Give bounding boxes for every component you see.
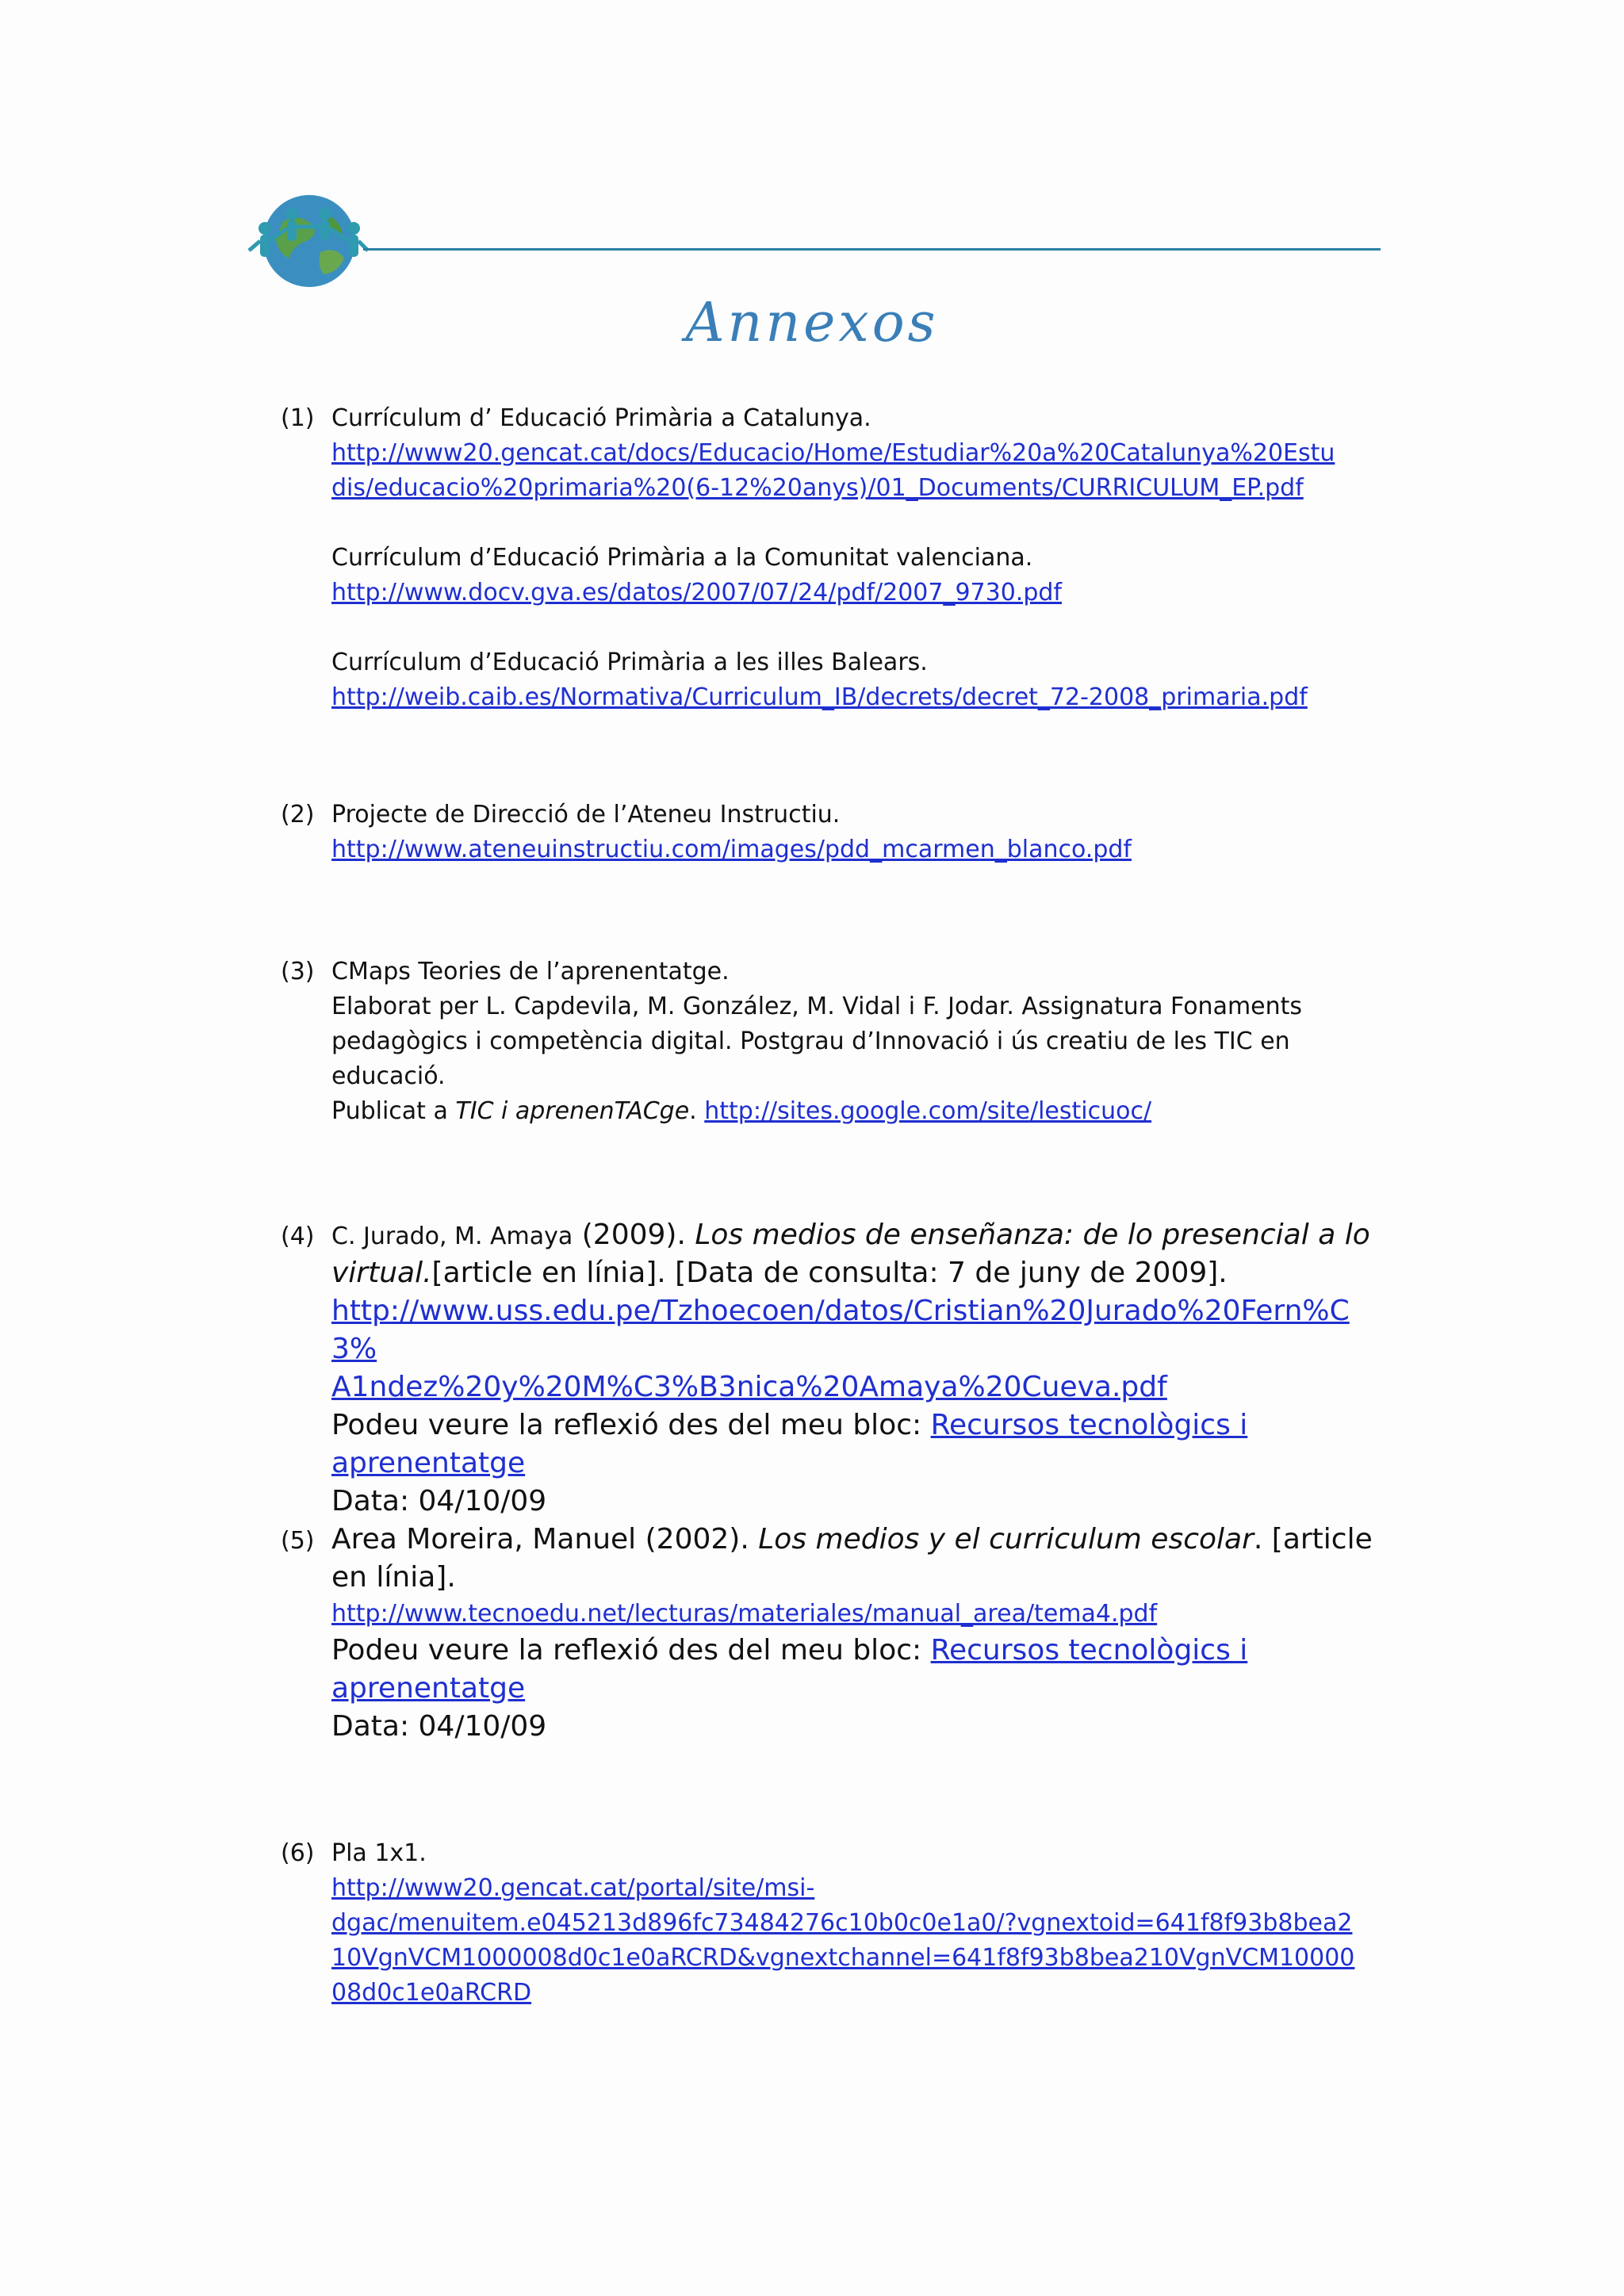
- reference-description: educació.: [331, 1062, 446, 1090]
- reference-text: CMaps Teories de l’aprenentatge.: [331, 958, 730, 985]
- reference-text: Pla 1x1.: [331, 1839, 427, 1867]
- reference-link[interactable]: http://weib.caib.es/Normativa/Curriculum_IB/decrets/decret_72-2008_primaria.pdf: [331, 683, 1308, 711]
- reference-entry-4: [281, 1216, 1391, 1521]
- reflection-line: Podeu veure la reflexió des del meu bloc: Recursos tecnològics i aprenentatge: [331, 1406, 1391, 1483]
- reference-link[interactable]: http://www20.gencat.cat/docs/Educacio/Home/Estudiar%20a%20Catalunya%20Estu dis/educacio%20primaria%20(6-12%20anys)/01_Documents/CURRICULUM_EP.pdf: [331, 439, 1335, 502]
- reference-entry-1: [281, 401, 1391, 715]
- page-title: Annexos: [685, 292, 939, 354]
- entry-number: (5): [281, 1527, 315, 1555]
- reference-entry-3: [281, 955, 1391, 1129]
- reference-description: pedagògics i competència digital. Postgrau d’Innovació i ús creatiu de les TIC en: [331, 1027, 1290, 1055]
- globe-children-logo: [243, 190, 370, 290]
- reflection-line: Podeu veure la reflexió des del meu bloc: Recursos tecnològics i aprenentatge: [331, 1632, 1391, 1708]
- entry-number: (2): [281, 801, 315, 828]
- reference-citation: Area Moreira, Manuel (2002). Los medios y el curriculum escolar. [article en línia].: [331, 1523, 1373, 1594]
- reference-entry-5: [281, 1521, 1391, 1746]
- reference-link[interactable]: http://www.tecnoedu.net/lecturas/materiales/manual_area/tema4.pdf: [331, 1600, 1158, 1628]
- published-title: TIC i aprenenTACge: [455, 1097, 690, 1125]
- reference-text: Currículum d’Educació Primària a la Comunitat valenciana.: [331, 544, 1033, 572]
- reference-entry-6: [281, 1836, 1391, 2011]
- reference-link[interactable]: http://sites.google.com/site/lesticuoc/: [704, 1097, 1152, 1125]
- reference-text: Currículum d’Educació Primària a les illes Balears.: [331, 649, 928, 676]
- reference-link[interactable]: http://www.uss.edu.pe/Tzhoecoen/datos/Cristian%20Jurado%20Fern%C3% A1ndez%20y%20M%C3%B3nica%20Amaya%20Cueva.pdf: [331, 1295, 1350, 1403]
- reference-date: Data: 04/10/09: [331, 1710, 547, 1743]
- reference-text: Projecte de Direcció de l’Ateneu Instructiu.: [331, 801, 841, 828]
- header-rule: [363, 248, 1381, 251]
- reference-link[interactable]: http://www20.gencat.cat/portal/site/msi- dgac/menuitem.e045213d896fc73484276c10b0c0e1a0/?vgnextoid=641f8f93b8bea2 10VgnVCM1000008d0c1e0aRCRD&vgnextchannel=641f8f93b8bea210VgnVCM10000 08d0c1e0aRCRD: [331, 1874, 1355, 2007]
- reference-citation: C. Jurado, M. Amaya (2009). Los medios de enseñanza: de lo presencial a lo virtual.[article en línia]. [Data de consulta: 7 de juny de 2009].: [331, 1219, 1370, 1289]
- reference-description: Elaborat per L. Capdevila, M. González, M. Vidal i F. Jodar. Assignatura Fonaments: [331, 993, 1303, 1020]
- reference-title: Los medios y el curriculum escolar: [758, 1523, 1254, 1556]
- published-line: Publicat a TIC i aprenenTACge. http://sites.google.com/site/lesticuoc/: [331, 1097, 1152, 1125]
- reference-link[interactable]: http://www.ateneuinstructiu.com/images/pdd_mcarmen_blanco.pdf: [331, 836, 1132, 863]
- blog-link[interactable]: Recursos tecnològics i aprenentatge: [331, 1634, 1248, 1705]
- entry-number: (6): [281, 1839, 315, 1867]
- reference-date: Data: 04/10/09: [331, 1485, 547, 1517]
- entry-number: (4): [281, 1223, 315, 1250]
- reference-link[interactable]: http://www.docv.gva.es/datos/2007/07/24/pdf/2007_9730.pdf: [331, 579, 1062, 607]
- entry-number: (3): [281, 958, 315, 985]
- blog-link[interactable]: Recursos tecnològics i aprenentatge: [331, 1409, 1248, 1479]
- entry-number: (1): [281, 404, 315, 432]
- reference-entry-2: [281, 798, 1391, 867]
- reference-text: Currículum d’ Educació Primària a Catalunya.: [331, 404, 871, 432]
- reference-title: Los medios de enseñanza: de lo presencial a lo virtual.: [331, 1219, 1370, 1289]
